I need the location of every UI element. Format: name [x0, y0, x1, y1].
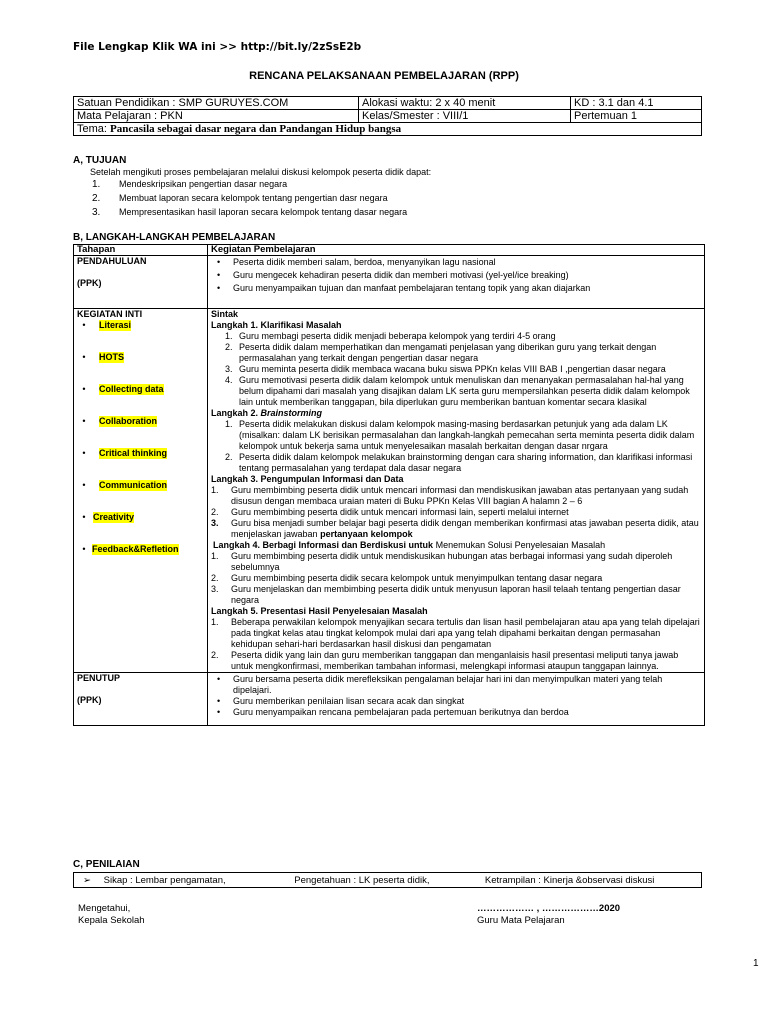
tema-value: Pancasila sebagai dasar negara dan Pandangan Hidup bangsa — [110, 123, 402, 135]
penilaian-table — [73, 872, 702, 888]
langkah-table — [73, 244, 705, 726]
penilaian-keterampilan: Ketrampilan : Kinerja &observasi diskusi — [484, 874, 655, 886]
document-title: RENCANA PELAKSANAAN PEMBELAJARAN (RPP) — [249, 70, 519, 82]
list-item: 1. Guru membagi peserta didik menjadi beberapa kelompok yang terdiri 4-5 orang — [225, 331, 556, 341]
alokasi-cell: Alokasi waktu: 2 x 40 menit — [359, 97, 571, 110]
skill-literasi: Literasi — [99, 320, 132, 330]
skill-collaboration: Collaboration — [99, 416, 157, 426]
tujuan-list — [90, 179, 690, 221]
list-item: • Peserta didik memberi salam, berdoa, menyanyikan lagu nasional — [211, 257, 701, 268]
list-item: • Collecting data — [82, 384, 164, 394]
list-item: 1. Guru membimbing peserta didik untuk mendiskusikan hubungan atas berbagai informasi yang sudah diperoleh sebelumnya — [211, 551, 673, 572]
list-item: 1. Beberapa perwakilan kelompok menyajikan secara tertulis dan lisan hasil pembelajaran atau apa yang telah dipelajari pada tingkat kelas atau tingkat kelompok mulai dari apa yang telah dipahami berkaitan dengan permasahan kehidupan sehari-hari berdasarkan hasil diskusi dan pengamatan — [211, 617, 700, 649]
penilaian-heading: C, PENILAIAN — [73, 859, 140, 870]
list-item: 2. Peserta didik dalam kelompok melakukan brainstorming dengan cara sharing information, dan klarifikasi informasi tentang permasalahan yang terdapat dala dasar negara — [225, 452, 693, 473]
tujuan-item — [90, 207, 690, 221]
kd-cell: KD : 3.1 dan 4.1 — [571, 97, 702, 110]
skill-hots: HOTS — [99, 352, 125, 362]
skill-creativity: Creativity — [93, 512, 135, 522]
inti-left-list — [77, 320, 204, 576]
langkah2-title: Langkah 2. Brainstorming — [211, 408, 323, 418]
langkah3-title: Langkah 3. Pengumpulan Informasi dan Data — [211, 474, 404, 484]
list-item: 1. Guru membimbing peserta didik untuk mencari informasi dan mendiskusikan jawaban atas pertanyaan yang sudah disusun dengan membaca uraian materi di Buku PPKn Kelas VIII bagian A halamn 2 – 6 — [211, 485, 689, 506]
list-item: • Guru menyampaikan rencana pembelajaran pada pertemuan berikutnya dan berdoa — [211, 707, 701, 718]
langkah5-title: Langkah 5. Presentasi Hasil Penyelesaian Masalah — [211, 606, 428, 616]
pendahuluan-cell — [74, 256, 208, 309]
list-item: • Guru mengecek kehadiran peserta didik dan memberi motivasi (yel-yel/ice breaking) — [211, 270, 701, 281]
langkah-heading: B, LANGKAH-LANGKAH PEMBELAJARAN — [73, 232, 276, 243]
list-item: • Creativity — [82, 512, 135, 522]
guru-label: Guru Mata Pelajaran — [477, 915, 565, 926]
tujuan-intro: Setelah mengikuti proses pembelajaran melalui diskusi kelompok peserta didik dapat: — [90, 167, 432, 177]
satuan-cell: Satuan Pendidikan : SMP GURUYES.COM — [74, 97, 359, 110]
list-item: 2. Peserta didik dalam memperhatikan dan mengamati penjelasan yang diberikan guru yang terkait dengan permasalahan yang terkait dengan pengertian dasar negara — [225, 342, 657, 363]
tujuan-num: 1. — [92, 179, 101, 190]
langkah4-title: Langkah 4. Berbagi Informasi dan Berdiskusi untuk Menemukan Solusi Penyelesaian Masalah — [213, 540, 606, 550]
col-tahapan: Tahapan — [74, 245, 208, 256]
tujuan-item — [90, 193, 690, 207]
langkah4-list — [211, 551, 701, 606]
skill-communication: Communication — [99, 480, 168, 490]
penutup-label: PENUTUP — [77, 673, 121, 683]
langkah5-list — [211, 617, 701, 672]
list-item: • HOTS — [82, 352, 125, 362]
tujuan-num: 2. — [92, 193, 101, 204]
list-item: 4. Guru memotivasi peserta didik dalam kelompok untuk menuliskan dan menanyakan permasalahan hal-hal yang belum dipahami dari masalah yang disajikan dalam LK serta guru mempersilahkan peserta didik dalam kelompok lain untuk memberikan tanggapan, bila diperlukan guru memberikan bantuan komentar secara klasikal — [225, 375, 690, 407]
signature-right — [477, 903, 620, 927]
list-item: • Communication — [82, 480, 168, 490]
list-item: 3. Guru menjelaskan dan membimbing peserta didik untuk menyusun laporan hasil telaah tentang pengertian dasar negara — [211, 584, 681, 605]
penilaian-sikap: Sikap : Lembar pengamatan, — [103, 874, 226, 886]
list-item: • Collaboration — [82, 416, 157, 426]
list-item: 2. Guru membimbing peserta didik secara kelompok untuk menyimpulkan tentang dasar negara — [211, 573, 603, 583]
page-number: 1 — [753, 958, 759, 969]
signature-left — [78, 903, 145, 927]
list-item: • Guru menyampaikan tujuan dan manfaat pembelajaran tentang topik yang akan diajarkan — [211, 283, 701, 294]
identity-table — [73, 96, 702, 136]
list-item: • Feedback&Refletion — [82, 544, 179, 554]
penilaian-row — [74, 873, 702, 888]
langkah1-title: Langkah 1. Klarifikasi Masalah — [211, 320, 342, 330]
penutup-ppk: (PPK) — [77, 695, 102, 705]
kepala-sekolah-label: Kepala Sekolah — [78, 915, 145, 926]
penilaian-pengetahuan: Pengetahuan : LK peserta didik, — [294, 874, 430, 886]
langkah2-list — [211, 419, 701, 474]
tujuan-item — [90, 179, 690, 193]
tujuan-num: 3. — [92, 207, 101, 218]
list-item: 2. Peserta didik yang lain dan guru memberikan tanggapan dan menganlaisis hasil presentasi meliputi tanya jawab untuk mengkonfirmasi, memberikan tambahan informasi, melengkapi informasi ataupun tanggapan lainnya. — [211, 650, 679, 671]
tujuan-text: Mendeskripsikan pengertian dasar negara — [119, 179, 288, 189]
top-link-text[interactable]: File Lengkap Klik WA ini >> http://bit.ly/2zSsE2b — [73, 41, 362, 53]
sintak-label: Sintak — [211, 309, 239, 319]
pendahuluan-ppk: (PPK) — [77, 278, 102, 288]
mapel-cell: Mata Pelajaran : PKN — [74, 110, 359, 123]
tujuan-text: Mempresentasikan hasil laporan secara kelompok tentang dasar negara — [119, 207, 408, 217]
tujuan-text: Membuat laporan secara kelompok tentang pengertian dasr negara — [119, 193, 388, 203]
langkah3-list — [211, 485, 701, 540]
pendahuluan-activities — [208, 256, 705, 309]
pertemuan-cell: Pertemuan 1 — [571, 110, 702, 123]
tema-cell — [74, 123, 702, 136]
penutup-cell — [74, 673, 208, 726]
tujuan-heading: A, TUJUAN — [73, 155, 127, 166]
skill-feedback: Feedback&Refletion — [92, 544, 179, 554]
inti-activities — [208, 309, 705, 673]
list-item: 3. Guru meminta peserta didik membaca wacana buku siswa PPKn kelas VIII BAB I ,pengertian dasar negara — [225, 364, 666, 374]
list-item: • Literasi — [82, 320, 132, 330]
list-item: • Guru bersama peserta didik merefleksikan pengalaman belajar hari ini dan menyimpulkan materi yang telah dipelajari. — [211, 674, 701, 696]
tema-label: Tema: — [77, 123, 107, 135]
inti-label: KEGIATAN INTI — [77, 309, 143, 319]
list-item: • Guru memberikan penilaian lisan secara acak dan singkat — [211, 696, 701, 707]
list-item: 1. Peserta didik melakukan diskusi dalam kelompok masing-masing berdasarkan petunjuk yang ada dalam LK (misalkan: dalam LK berisikan permasalahan dan langkah-langkah pemecahan serta meminta peserta didik dalam kelompok untuk bekerja sama untuk menyelesaikan masalah berkaitan dengan dasar nrgara — [225, 419, 695, 451]
langkah1-list — [211, 331, 701, 408]
arrow-icon: ➢ — [83, 874, 91, 886]
col-kegiatan: Kegiatan Pembelajaran — [208, 245, 705, 256]
list-item: • Critical thinking — [82, 448, 168, 458]
mengetahui-label: Mengetahui, — [78, 903, 131, 914]
list-item: 3. Guru bisa menjadi sumber belajar bagi peserta didik dengan memberikan konfirmasi atas jawaban peserta didik, atau menjelaskan jawaban pertanyaan kelompok — [211, 518, 699, 539]
skill-collecting: Collecting data — [99, 384, 164, 394]
pendahuluan-label: PENDAHULUAN — [77, 256, 147, 266]
inti-cell — [74, 309, 208, 673]
penutup-activities — [208, 673, 705, 726]
list-item: 2. Guru membimbing peserta didik untuk mencari informasi lain, seperti melalui internet — [211, 507, 569, 517]
kelas-cell: Kelas/Smester : VIII/1 — [359, 110, 571, 123]
date-line: ……………… , ………………2020 — [477, 903, 621, 914]
skill-critical: Critical thinking — [99, 448, 168, 458]
